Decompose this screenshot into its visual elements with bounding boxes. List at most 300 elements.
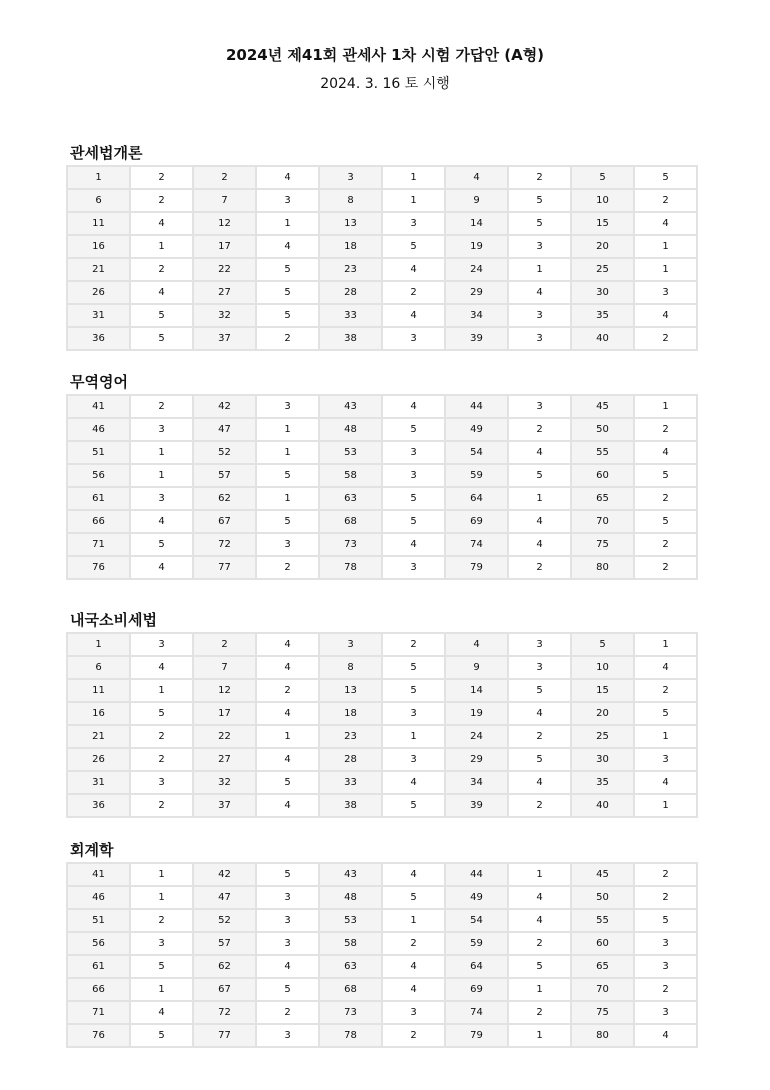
question-number: 60 bbox=[571, 932, 634, 955]
answer-value: 4 bbox=[256, 955, 319, 978]
answer-value: 3 bbox=[130, 932, 193, 955]
answer-value: 1 bbox=[256, 487, 319, 510]
answer-value: 2 bbox=[130, 794, 193, 817]
answer-value: 4 bbox=[508, 510, 571, 533]
answer-value: 3 bbox=[634, 1001, 697, 1024]
question-number: 13 bbox=[319, 679, 382, 702]
question-number: 24 bbox=[445, 258, 508, 281]
answer-value: 2 bbox=[130, 725, 193, 748]
answer-value: 3 bbox=[508, 395, 571, 418]
question-number: 76 bbox=[67, 1024, 130, 1047]
table-row bbox=[67, 464, 697, 487]
table-row bbox=[67, 955, 697, 978]
question-number: 41 bbox=[67, 863, 130, 886]
question-number: 51 bbox=[67, 909, 130, 932]
answer-value: 4 bbox=[634, 441, 697, 464]
answer-value: 4 bbox=[130, 281, 193, 304]
question-number: 17 bbox=[193, 235, 256, 258]
question-number: 56 bbox=[67, 932, 130, 955]
table-row bbox=[67, 886, 697, 909]
section-title: 회계학 bbox=[70, 841, 114, 859]
answer-value: 1 bbox=[130, 679, 193, 702]
answer-value: 2 bbox=[130, 189, 193, 212]
question-number: 8 bbox=[319, 189, 382, 212]
answer-value: 4 bbox=[130, 556, 193, 579]
answer-value: 2 bbox=[508, 794, 571, 817]
answer-value: 1 bbox=[634, 235, 697, 258]
answer-value: 2 bbox=[130, 748, 193, 771]
answer-value: 4 bbox=[634, 304, 697, 327]
question-number: 43 bbox=[319, 395, 382, 418]
question-number: 19 bbox=[445, 702, 508, 725]
answer-value: 2 bbox=[634, 886, 697, 909]
question-number: 19 bbox=[445, 235, 508, 258]
answer-value: 5 bbox=[508, 748, 571, 771]
answer-value: 1 bbox=[130, 978, 193, 1001]
table-row bbox=[67, 487, 697, 510]
question-number: 43 bbox=[319, 863, 382, 886]
question-number: 77 bbox=[193, 1024, 256, 1047]
question-number: 22 bbox=[193, 258, 256, 281]
question-number: 10 bbox=[571, 656, 634, 679]
table-row bbox=[67, 189, 697, 212]
table-row bbox=[67, 679, 697, 702]
section-title: 내국소비세법 bbox=[70, 611, 157, 629]
answer-value: 4 bbox=[634, 1024, 697, 1047]
answer-value: 1 bbox=[508, 1024, 571, 1047]
question-number: 53 bbox=[319, 441, 382, 464]
question-number: 70 bbox=[571, 510, 634, 533]
answer-value: 2 bbox=[382, 932, 445, 955]
question-number: 62 bbox=[193, 487, 256, 510]
question-number: 1 bbox=[67, 166, 130, 189]
question-number: 80 bbox=[571, 556, 634, 579]
answer-value: 5 bbox=[634, 464, 697, 487]
answer-value: 4 bbox=[256, 702, 319, 725]
answer-value: 5 bbox=[256, 771, 319, 794]
answer-value: 3 bbox=[256, 395, 319, 418]
question-number: 47 bbox=[193, 418, 256, 441]
question-number: 23 bbox=[319, 725, 382, 748]
question-number: 30 bbox=[571, 281, 634, 304]
answer-value: 5 bbox=[382, 510, 445, 533]
question-number: 2 bbox=[193, 633, 256, 656]
answer-value: 3 bbox=[130, 633, 193, 656]
answer-value: 5 bbox=[130, 1024, 193, 1047]
question-number: 74 bbox=[445, 533, 508, 556]
question-number: 40 bbox=[571, 794, 634, 817]
answer-value: 5 bbox=[130, 702, 193, 725]
table-row bbox=[67, 1001, 697, 1024]
answer-value: 3 bbox=[508, 327, 571, 350]
question-number: 20 bbox=[571, 235, 634, 258]
table-row bbox=[67, 909, 697, 932]
answer-value: 4 bbox=[508, 771, 571, 794]
question-number: 77 bbox=[193, 556, 256, 579]
table-row bbox=[67, 725, 697, 748]
answer-value: 4 bbox=[382, 395, 445, 418]
question-number: 68 bbox=[319, 978, 382, 1001]
answer-value: 3 bbox=[256, 189, 319, 212]
answer-value: 4 bbox=[256, 748, 319, 771]
question-number: 17 bbox=[193, 702, 256, 725]
answer-value: 5 bbox=[634, 166, 697, 189]
page-title: 2024년 제41회 관세사 1차 시험 가답안 (A형) bbox=[225, 46, 545, 64]
answer-value: 4 bbox=[130, 212, 193, 235]
answer-value: 2 bbox=[508, 166, 571, 189]
question-number: 52 bbox=[193, 441, 256, 464]
answer-value: 4 bbox=[382, 863, 445, 886]
question-number: 46 bbox=[67, 886, 130, 909]
question-number: 54 bbox=[445, 909, 508, 932]
answer-value: 2 bbox=[634, 863, 697, 886]
answer-value: 5 bbox=[256, 258, 319, 281]
question-number: 6 bbox=[67, 656, 130, 679]
answer-value: 2 bbox=[130, 258, 193, 281]
answer-value: 2 bbox=[256, 1001, 319, 1024]
answer-value: 1 bbox=[634, 725, 697, 748]
answer-value: 3 bbox=[508, 633, 571, 656]
question-number: 26 bbox=[67, 281, 130, 304]
answer-value: 3 bbox=[382, 556, 445, 579]
answer-value: 2 bbox=[508, 1001, 571, 1024]
question-number: 16 bbox=[67, 702, 130, 725]
answer-value: 1 bbox=[130, 235, 193, 258]
question-number: 35 bbox=[571, 771, 634, 794]
answer-value: 4 bbox=[130, 510, 193, 533]
question-number: 9 bbox=[445, 656, 508, 679]
answer-value: 2 bbox=[634, 418, 697, 441]
table-row bbox=[67, 327, 697, 350]
table-row bbox=[67, 166, 697, 189]
answer-value: 1 bbox=[634, 395, 697, 418]
answer-value: 1 bbox=[382, 166, 445, 189]
question-number: 52 bbox=[193, 909, 256, 932]
answer-value: 2 bbox=[508, 556, 571, 579]
question-number: 37 bbox=[193, 794, 256, 817]
answer-value: 1 bbox=[634, 258, 697, 281]
question-number: 64 bbox=[445, 487, 508, 510]
question-number: 65 bbox=[571, 955, 634, 978]
table-row bbox=[67, 794, 697, 817]
question-number: 78 bbox=[319, 556, 382, 579]
answer-value: 4 bbox=[508, 441, 571, 464]
table-row bbox=[67, 863, 697, 886]
section-accounting bbox=[66, 840, 698, 1048]
answer-value: 3 bbox=[256, 932, 319, 955]
answer-value: 4 bbox=[382, 258, 445, 281]
question-number: 25 bbox=[571, 725, 634, 748]
exam-date: 2024. 3. 16 토 시행 bbox=[320, 76, 450, 92]
question-number: 31 bbox=[67, 771, 130, 794]
answer-value: 5 bbox=[634, 702, 697, 725]
answer-value: 3 bbox=[634, 932, 697, 955]
answer-value: 5 bbox=[130, 955, 193, 978]
question-number: 55 bbox=[571, 441, 634, 464]
question-number: 9 bbox=[445, 189, 508, 212]
answer-value: 4 bbox=[256, 235, 319, 258]
question-number: 36 bbox=[67, 327, 130, 350]
answer-value: 3 bbox=[130, 487, 193, 510]
question-number: 79 bbox=[445, 1024, 508, 1047]
answer-value: 4 bbox=[634, 212, 697, 235]
question-number: 40 bbox=[571, 327, 634, 350]
answer-value: 2 bbox=[634, 533, 697, 556]
question-number: 15 bbox=[571, 679, 634, 702]
answer-value: 2 bbox=[508, 932, 571, 955]
question-number: 35 bbox=[571, 304, 634, 327]
answer-value: 1 bbox=[382, 189, 445, 212]
question-number: 38 bbox=[319, 327, 382, 350]
answer-value: 4 bbox=[382, 304, 445, 327]
question-number: 79 bbox=[445, 556, 508, 579]
answer-value: 5 bbox=[256, 281, 319, 304]
answer-value: 1 bbox=[130, 886, 193, 909]
question-number: 29 bbox=[445, 748, 508, 771]
question-number: 59 bbox=[445, 464, 508, 487]
answer-value: 2 bbox=[634, 487, 697, 510]
answer-value: 1 bbox=[508, 258, 571, 281]
question-number: 5 bbox=[571, 166, 634, 189]
answer-value: 5 bbox=[256, 510, 319, 533]
table-row bbox=[67, 395, 697, 418]
question-number: 66 bbox=[67, 510, 130, 533]
question-number: 47 bbox=[193, 886, 256, 909]
answer-value: 1 bbox=[130, 863, 193, 886]
answer-value: 3 bbox=[256, 533, 319, 556]
answer-value: 3 bbox=[382, 464, 445, 487]
section-customs-law bbox=[66, 143, 698, 351]
answer-value: 5 bbox=[508, 955, 571, 978]
answer-value: 2 bbox=[634, 556, 697, 579]
question-number: 25 bbox=[571, 258, 634, 281]
question-number: 69 bbox=[445, 978, 508, 1001]
question-number: 4 bbox=[445, 166, 508, 189]
answer-value: 2 bbox=[256, 327, 319, 350]
question-number: 18 bbox=[319, 235, 382, 258]
question-number: 78 bbox=[319, 1024, 382, 1047]
answer-value: 3 bbox=[634, 748, 697, 771]
answer-value: 3 bbox=[508, 235, 571, 258]
answer-value: 3 bbox=[256, 886, 319, 909]
answer-value: 3 bbox=[130, 771, 193, 794]
answer-value: 3 bbox=[256, 1024, 319, 1047]
answer-value: 3 bbox=[634, 955, 697, 978]
question-number: 3 bbox=[319, 166, 382, 189]
question-number: 46 bbox=[67, 418, 130, 441]
question-number: 2 bbox=[193, 166, 256, 189]
answer-value: 2 bbox=[256, 679, 319, 702]
answer-value: 4 bbox=[382, 533, 445, 556]
question-number: 8 bbox=[319, 656, 382, 679]
question-number: 55 bbox=[571, 909, 634, 932]
answer-value: 4 bbox=[508, 886, 571, 909]
question-number: 64 bbox=[445, 955, 508, 978]
table-row bbox=[67, 656, 697, 679]
answer-value: 5 bbox=[256, 978, 319, 1001]
question-number: 24 bbox=[445, 725, 508, 748]
answer-value: 2 bbox=[256, 556, 319, 579]
answer-value: 5 bbox=[382, 794, 445, 817]
answer-value: 1 bbox=[382, 725, 445, 748]
question-number: 54 bbox=[445, 441, 508, 464]
answer-value: 1 bbox=[130, 464, 193, 487]
answer-value: 2 bbox=[634, 679, 697, 702]
section-title: 관세법개론 bbox=[70, 144, 143, 162]
question-number: 51 bbox=[67, 441, 130, 464]
table-row bbox=[67, 212, 697, 235]
question-number: 48 bbox=[319, 886, 382, 909]
question-number: 28 bbox=[319, 281, 382, 304]
question-number: 14 bbox=[445, 212, 508, 235]
answer-value: 5 bbox=[130, 327, 193, 350]
question-number: 56 bbox=[67, 464, 130, 487]
answer-value: 3 bbox=[382, 1001, 445, 1024]
question-number: 31 bbox=[67, 304, 130, 327]
answer-value: 4 bbox=[256, 633, 319, 656]
question-number: 42 bbox=[193, 395, 256, 418]
question-number: 69 bbox=[445, 510, 508, 533]
question-number: 37 bbox=[193, 327, 256, 350]
question-number: 34 bbox=[445, 771, 508, 794]
answer-value: 1 bbox=[634, 794, 697, 817]
table-row bbox=[67, 633, 697, 656]
answer-value: 4 bbox=[130, 656, 193, 679]
answer-value: 1 bbox=[508, 487, 571, 510]
table-row bbox=[67, 258, 697, 281]
question-number: 73 bbox=[319, 533, 382, 556]
question-number: 21 bbox=[67, 725, 130, 748]
answer-value: 4 bbox=[256, 166, 319, 189]
answer-table bbox=[66, 165, 698, 351]
question-number: 14 bbox=[445, 679, 508, 702]
table-row bbox=[67, 235, 697, 258]
question-number: 72 bbox=[193, 533, 256, 556]
question-number: 7 bbox=[193, 189, 256, 212]
question-number: 36 bbox=[67, 794, 130, 817]
answer-value: 5 bbox=[382, 235, 445, 258]
question-number: 71 bbox=[67, 533, 130, 556]
question-number: 4 bbox=[445, 633, 508, 656]
question-number: 29 bbox=[445, 281, 508, 304]
question-number: 32 bbox=[193, 304, 256, 327]
question-number: 72 bbox=[193, 1001, 256, 1024]
question-number: 58 bbox=[319, 464, 382, 487]
answer-value: 3 bbox=[382, 702, 445, 725]
question-number: 6 bbox=[67, 189, 130, 212]
answer-value: 2 bbox=[130, 395, 193, 418]
question-number: 62 bbox=[193, 955, 256, 978]
question-number: 65 bbox=[571, 487, 634, 510]
answer-value: 4 bbox=[256, 656, 319, 679]
question-number: 27 bbox=[193, 281, 256, 304]
answer-value: 3 bbox=[382, 212, 445, 235]
table-row bbox=[67, 1024, 697, 1047]
question-number: 61 bbox=[67, 955, 130, 978]
question-number: 32 bbox=[193, 771, 256, 794]
answer-value: 4 bbox=[382, 978, 445, 1001]
table-row bbox=[67, 441, 697, 464]
answer-value: 3 bbox=[382, 327, 445, 350]
question-number: 12 bbox=[193, 679, 256, 702]
section-title: 무역영어 bbox=[70, 373, 128, 391]
answer-value: 4 bbox=[382, 955, 445, 978]
answer-value: 4 bbox=[508, 281, 571, 304]
section-trade-english bbox=[66, 372, 698, 580]
question-number: 30 bbox=[571, 748, 634, 771]
question-number: 49 bbox=[445, 886, 508, 909]
answer-value: 5 bbox=[382, 886, 445, 909]
answer-value: 4 bbox=[382, 771, 445, 794]
question-number: 67 bbox=[193, 510, 256, 533]
answer-value: 5 bbox=[382, 418, 445, 441]
answer-value: 5 bbox=[256, 464, 319, 487]
answer-value: 5 bbox=[382, 679, 445, 702]
answer-value: 1 bbox=[508, 863, 571, 886]
question-number: 39 bbox=[445, 327, 508, 350]
question-number: 12 bbox=[193, 212, 256, 235]
answer-value: 5 bbox=[508, 464, 571, 487]
answer-value: 3 bbox=[508, 304, 571, 327]
answer-value: 3 bbox=[382, 748, 445, 771]
answer-value: 3 bbox=[130, 418, 193, 441]
answer-value: 5 bbox=[256, 304, 319, 327]
answer-value: 5 bbox=[130, 533, 193, 556]
question-number: 53 bbox=[319, 909, 382, 932]
answer-value: 5 bbox=[634, 510, 697, 533]
answer-value: 1 bbox=[508, 978, 571, 1001]
table-row bbox=[67, 510, 697, 533]
question-number: 60 bbox=[571, 464, 634, 487]
question-number: 20 bbox=[571, 702, 634, 725]
question-number: 73 bbox=[319, 1001, 382, 1024]
question-number: 45 bbox=[571, 395, 634, 418]
question-number: 44 bbox=[445, 395, 508, 418]
answer-value: 1 bbox=[382, 909, 445, 932]
question-number: 18 bbox=[319, 702, 382, 725]
question-number: 38 bbox=[319, 794, 382, 817]
table-row bbox=[67, 418, 697, 441]
answer-value: 2 bbox=[130, 166, 193, 189]
answer-value: 5 bbox=[382, 487, 445, 510]
question-number: 28 bbox=[319, 748, 382, 771]
answer-value: 1 bbox=[256, 212, 319, 235]
question-number: 10 bbox=[571, 189, 634, 212]
question-number: 21 bbox=[67, 258, 130, 281]
table-row bbox=[67, 304, 697, 327]
question-number: 42 bbox=[193, 863, 256, 886]
answer-value: 4 bbox=[256, 794, 319, 817]
answer-value: 2 bbox=[382, 633, 445, 656]
answer-value: 2 bbox=[382, 281, 445, 304]
question-number: 16 bbox=[67, 235, 130, 258]
answer-value: 3 bbox=[382, 441, 445, 464]
question-number: 27 bbox=[193, 748, 256, 771]
answer-value: 4 bbox=[634, 656, 697, 679]
question-number: 67 bbox=[193, 978, 256, 1001]
answer-value: 3 bbox=[256, 909, 319, 932]
answer-value: 2 bbox=[634, 978, 697, 1001]
question-number: 11 bbox=[67, 212, 130, 235]
question-number: 66 bbox=[67, 978, 130, 1001]
question-number: 63 bbox=[319, 487, 382, 510]
question-number: 44 bbox=[445, 863, 508, 886]
question-number: 26 bbox=[67, 748, 130, 771]
answer-value: 5 bbox=[382, 656, 445, 679]
answer-table bbox=[66, 862, 698, 1048]
question-number: 45 bbox=[571, 863, 634, 886]
answer-value: 2 bbox=[634, 327, 697, 350]
